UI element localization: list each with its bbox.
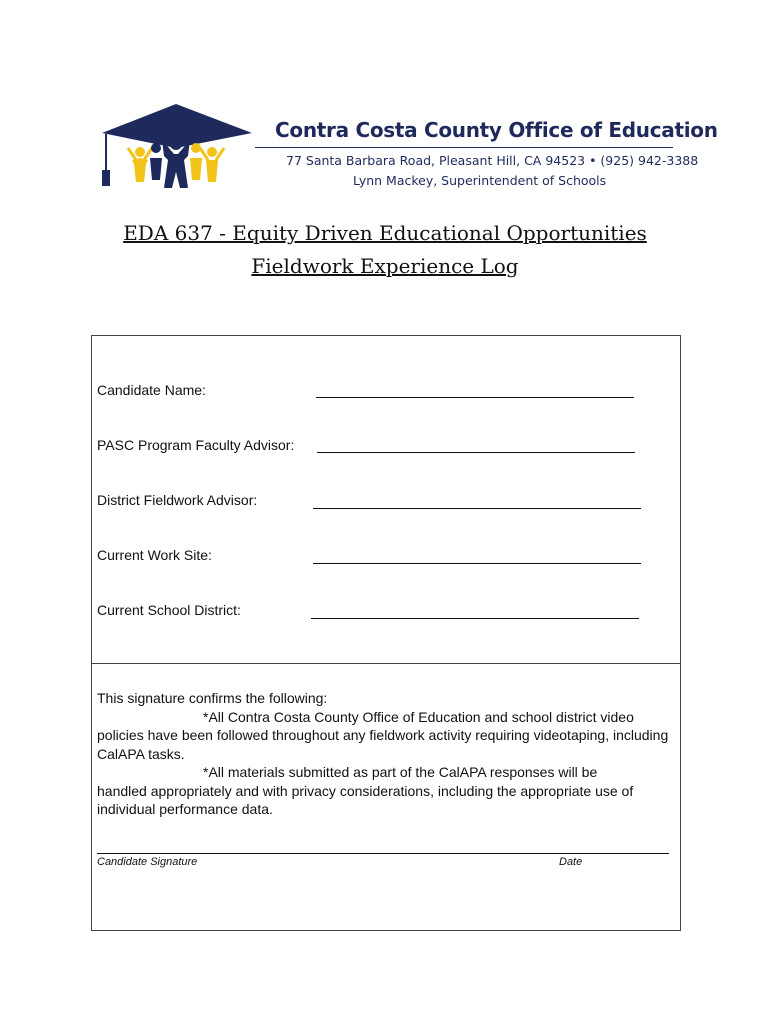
statement-item-1-first-line: *All Contra Costa County Office of Education and school district video bbox=[203, 708, 634, 725]
signature-field[interactable] bbox=[97, 853, 669, 854]
fieldwork-form bbox=[91, 335, 681, 931]
faculty-advisor-label: PASC Program Faculty Advisor: bbox=[97, 437, 295, 453]
statement-intro: This signature confirms the following: bbox=[97, 690, 328, 706]
ccoe-logo bbox=[96, 100, 256, 195]
document-subtitle: Fieldwork Experience Log bbox=[251, 254, 519, 278]
school-district-field[interactable] bbox=[311, 618, 639, 619]
candidate-name-field[interactable] bbox=[316, 397, 634, 398]
candidate-name-label: Candidate Name: bbox=[97, 382, 206, 398]
org-name: Contra Costa County Office of Education bbox=[275, 118, 718, 142]
section-divider bbox=[92, 663, 680, 664]
work-site-label: Current Work Site: bbox=[97, 547, 212, 563]
school-district-label: Current School District: bbox=[97, 602, 241, 618]
district-advisor-label: District Fieldwork Advisor: bbox=[97, 492, 258, 508]
header-divider bbox=[255, 147, 673, 148]
district-advisor-field[interactable] bbox=[313, 508, 641, 509]
children-figures-icon bbox=[128, 138, 224, 188]
statement-item-1-rest: policies have been followed throughout any fieldwork activity requiring videotaping, including CalAPA tasks. bbox=[97, 727, 669, 762]
org-address: 77 Santa Barbara Road, Pleasant Hill, CA 94523 • (925) 942-3388 bbox=[286, 153, 699, 168]
org-superintendent: Lynn Mackey, Superintendent of Schools bbox=[353, 173, 607, 188]
confirmation-statement bbox=[97, 689, 672, 819]
statement-item-2-rest: handled appropriately and with privacy considerations, including the appropriate use of individual performance data. bbox=[97, 782, 634, 817]
statement-item-2-first-line: *All materials submitted as part of the CalAPA responses will be bbox=[203, 764, 598, 780]
document-title: EDA 637 - Equity Driven Educational Opportunities bbox=[123, 221, 647, 245]
date-label: Date bbox=[559, 856, 583, 868]
candidate-signature-label: Candidate Signature bbox=[97, 856, 198, 868]
work-site-field[interactable] bbox=[313, 563, 641, 564]
faculty-advisor-field[interactable] bbox=[317, 452, 635, 453]
